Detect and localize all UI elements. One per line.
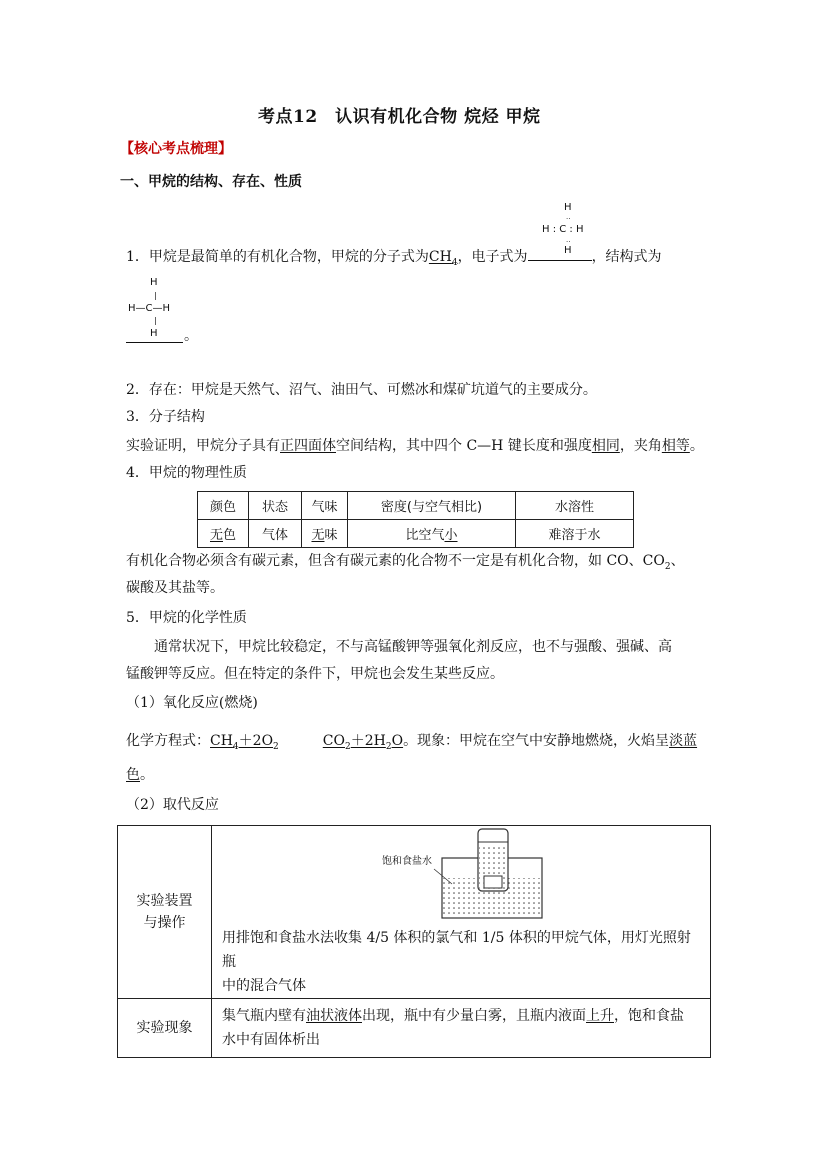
equal-answer: 相等: [661, 438, 690, 454]
item-5-para-2: 锰酸钾等反应。但在特定的条件下，甲烷也会发生某些反应。: [126, 666, 504, 682]
equation-products: $CO_2+2H_2O$: [322, 733, 404, 752]
odor-cell: 无味: [302, 520, 348, 548]
density-cell: 比空气小: [348, 520, 516, 548]
table-header: 状态: [249, 492, 302, 520]
operation-line-1: 用排饱和食盐水法收集 4/5 体积的氯气和 1/5 体积的甲烷气体，用灯光照射瓶: [222, 930, 691, 970]
oxidation-heading: （1）氧化反应(燃烧): [126, 695, 258, 711]
table-header: 密度(与空气相比): [348, 492, 516, 520]
rise-answer: 上升: [586, 1008, 614, 1024]
operation-line-2: 中的混合气体: [222, 978, 306, 994]
item-1-period: 。: [184, 328, 198, 344]
table-header: 水溶性: [516, 492, 634, 520]
setup-label-2: 与操作: [143, 915, 186, 931]
physical-properties-table: [197, 491, 634, 548]
item-1-line: [126, 246, 662, 273]
item-4-heading: 4．甲烷的物理性质: [126, 465, 247, 481]
table-header-row: [198, 492, 634, 520]
molecular-formula: $CH_4$: [428, 249, 458, 268]
combustion-equation: 化学方程式：$CH_4+2O_2$ $CO_2+2H_2O$。现象：甲烷在空气中安静地燃烧，火焰呈淡蓝: [126, 733, 698, 752]
note-line-2: 碳酸及其盐等。: [126, 580, 224, 596]
structural-formula-blank: [126, 342, 183, 343]
apparatus-svg: [222, 826, 702, 926]
table-row: [118, 999, 711, 1058]
structural-formula-bottom: H: [150, 328, 158, 339]
item-3-heading: 3．分子结构: [126, 409, 205, 425]
electron-dots-top: ··: [566, 215, 571, 223]
phenom-cell: [212, 999, 711, 1058]
color-cell: 无色: [198, 520, 249, 548]
structural-bond-top: |: [154, 291, 157, 300]
structural-formula-middle: H—C—H: [128, 303, 171, 314]
electron-formula-blank: [528, 246, 592, 261]
setup-label-1: 实验装置: [136, 893, 193, 909]
electron-formula-top: H: [564, 202, 572, 213]
diagram-label: 饱和食盐水: [382, 856, 432, 867]
flame-color-answer: 淡蓝: [669, 733, 698, 749]
item-3-text: 实验证明，甲烷分子具有正四面体空间结构，其中四个 C—H 键长度和强度相同，夹角相等。: [126, 438, 704, 454]
state-cell: 气体: [249, 520, 302, 548]
item-2: 2．存在：甲烷是天然气、沼气、油田气、可燃冰和煤矿坑道气的主要成分。: [126, 382, 597, 398]
electron-dots-bottom: ··: [566, 238, 571, 246]
same-answer: 相同: [591, 438, 620, 454]
electron-formula-bottom: H: [564, 245, 572, 256]
setup-cell: [212, 826, 711, 999]
electron-formula-middle: H : C : H: [542, 224, 584, 235]
substitution-heading: （2）取代反应: [126, 797, 219, 813]
item-1-middle: ，电子式为: [457, 249, 528, 265]
structural-formula-top: H: [150, 277, 158, 288]
table-header: 颜色: [198, 492, 249, 520]
page-title: 考点12 认识有机化合物 烷烃 甲烷: [258, 107, 541, 127]
bottle-support: [484, 876, 502, 888]
item-5-heading: 5．甲烷的化学性质: [126, 610, 247, 626]
heading-structure: 一、甲烷的结构、存在、性质: [120, 174, 302, 190]
combustion-line-2: 色。: [126, 767, 154, 783]
oil-answer: 油状液体: [306, 1008, 362, 1024]
table-header: 气味: [302, 492, 348, 520]
equation-reactants: $CH_4+2O_2$: [210, 733, 279, 752]
apparatus-diagram: [222, 826, 702, 926]
section-tag: 【核心考点梳理】: [120, 141, 232, 157]
table-row: [118, 826, 711, 999]
phenom-line-1: 集气瓶内壁有油状液体出现，瓶中有少量白雾，且瓶内液面上升，饱和食盐: [222, 1008, 684, 1024]
item-1-prefix: 1．甲烷是最简单的有机化合物，甲烷的分子式为: [126, 249, 429, 265]
phenom-line-2: 水中有固体析出: [222, 1032, 320, 1048]
note-line-1: 有机化合物必须含有碳元素，但含有碳元素的化合物不一定是有机化合物，如 CO、$CO_2$、: [126, 553, 685, 572]
solubility-cell: 难溶于水: [516, 520, 634, 548]
table-row: [198, 520, 634, 548]
structural-bond-bottom: |: [154, 316, 157, 325]
shape-answer: 正四面体: [280, 438, 336, 454]
item-5-para-1: 通常状况下，甲烷比较稳定，不与高锰酸钾等强氧化剂反应，也不与强酸、强碱、高: [154, 639, 672, 655]
phenom-label-cell: 实验现象: [118, 999, 212, 1058]
experiment-table: [117, 825, 711, 1058]
setup-label-cell: [118, 826, 212, 999]
item-1-end: ，结构式为: [591, 249, 662, 265]
